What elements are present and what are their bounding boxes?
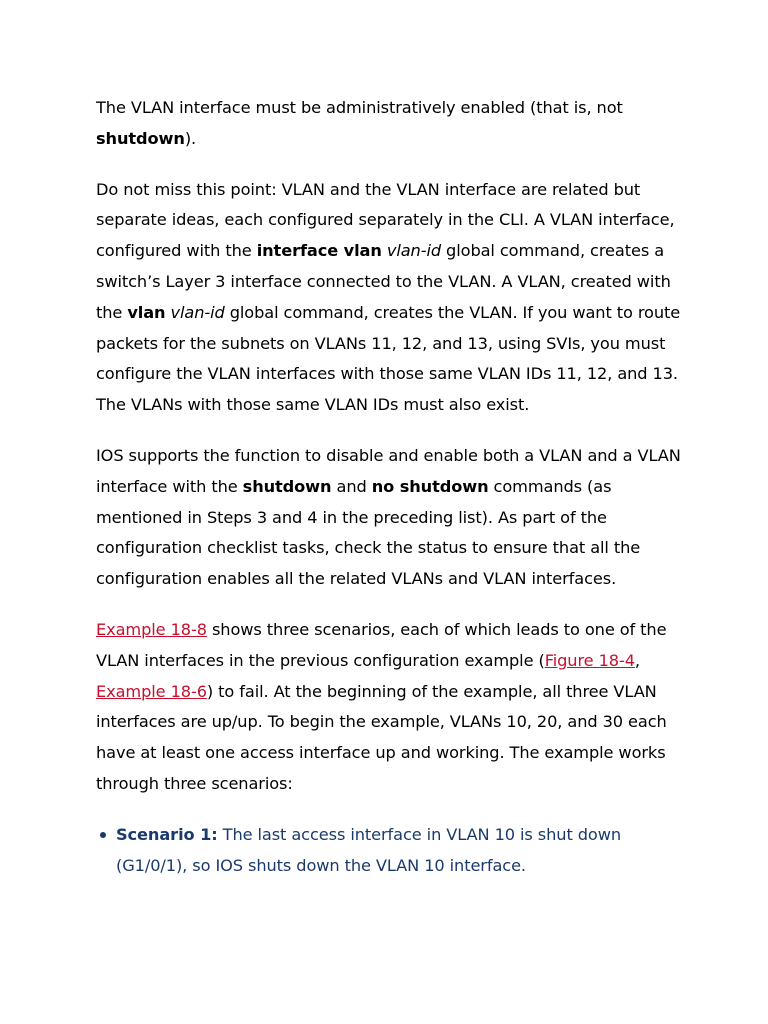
text: ,	[634, 650, 640, 670]
list-item	[96, 820, 686, 882]
bullet-dot-icon	[100, 832, 106, 838]
link-example-18-8[interactable]: Example 18-8	[96, 619, 207, 639]
link-figure-18-4[interactable]: Figure 18-4	[544, 650, 635, 670]
link-example-18-6[interactable]: Example 18-6	[96, 681, 207, 701]
text: and	[331, 476, 372, 496]
scenario-list	[96, 820, 686, 882]
paragraph-ios-shutdown	[96, 441, 686, 595]
scenario-text: The last access interface in VLAN 10 is shut down (G1/0/1), so IOS shuts down the VLAN 10 interface.	[116, 824, 622, 875]
text: shows three scenarios, each of which leads to one of the VLAN interfaces in the previous configuration example (	[96, 619, 667, 670]
command-shutdown: shutdown	[96, 128, 185, 148]
document-page	[96, 93, 686, 881]
paragraph-example-scenarios	[96, 615, 686, 800]
command-interface-vlan: interface vlan	[256, 241, 382, 261]
text: The VLAN interface must be administratively enabled (that is, not	[96, 98, 623, 117]
scenario-label: Scenario 1:	[116, 824, 218, 844]
text: ).	[184, 128, 197, 148]
command-shutdown: shutdown	[242, 476, 332, 496]
paragraph-vlan-vs-interface	[96, 175, 686, 421]
text: IOS supports the function to disable and enable both a VLAN and a VLAN interface with the	[96, 445, 681, 496]
command-vlan: vlan	[127, 302, 166, 322]
text: Do not miss this point: VLAN and the VLAN interface are related but separate ideas, each configured separately in the CLI. A VLAN interface, configured with the	[96, 179, 675, 261]
text: commands (as mentioned in Steps 3 and 4 in the preceding list). As part of the configuration checklist tasks, check the status to ensure that all the configuration enables all the related VLANs and VLAN interfaces.	[96, 476, 641, 589]
text: ) to fail. At the beginning of the example, all three VLAN interfaces are up/up. To begin the example, VLANs 10, 20, and 30 each have at least one access interface up and working. The example works through three scenarios:	[96, 681, 667, 793]
text: global command, creates a switch’s Layer 3 interface connected to the VLAN. A VLAN, created with the	[96, 241, 671, 322]
command-no-shutdown: no shutdown	[371, 476, 489, 496]
paragraph-vlan-enabled	[96, 93, 686, 155]
param-vlan-id: vlan-id	[386, 241, 442, 261]
param-vlan-id: vlan-id	[170, 302, 225, 322]
text: global command, creates the VLAN. If you want to route packets for the subnets on VLANs 11, 12, and 13, using SVIs, you must configure the VLAN interfaces with those same VLAN IDs 11, 12, and 13. The VLANs with those same VLAN IDs must also exist.	[96, 302, 681, 415]
